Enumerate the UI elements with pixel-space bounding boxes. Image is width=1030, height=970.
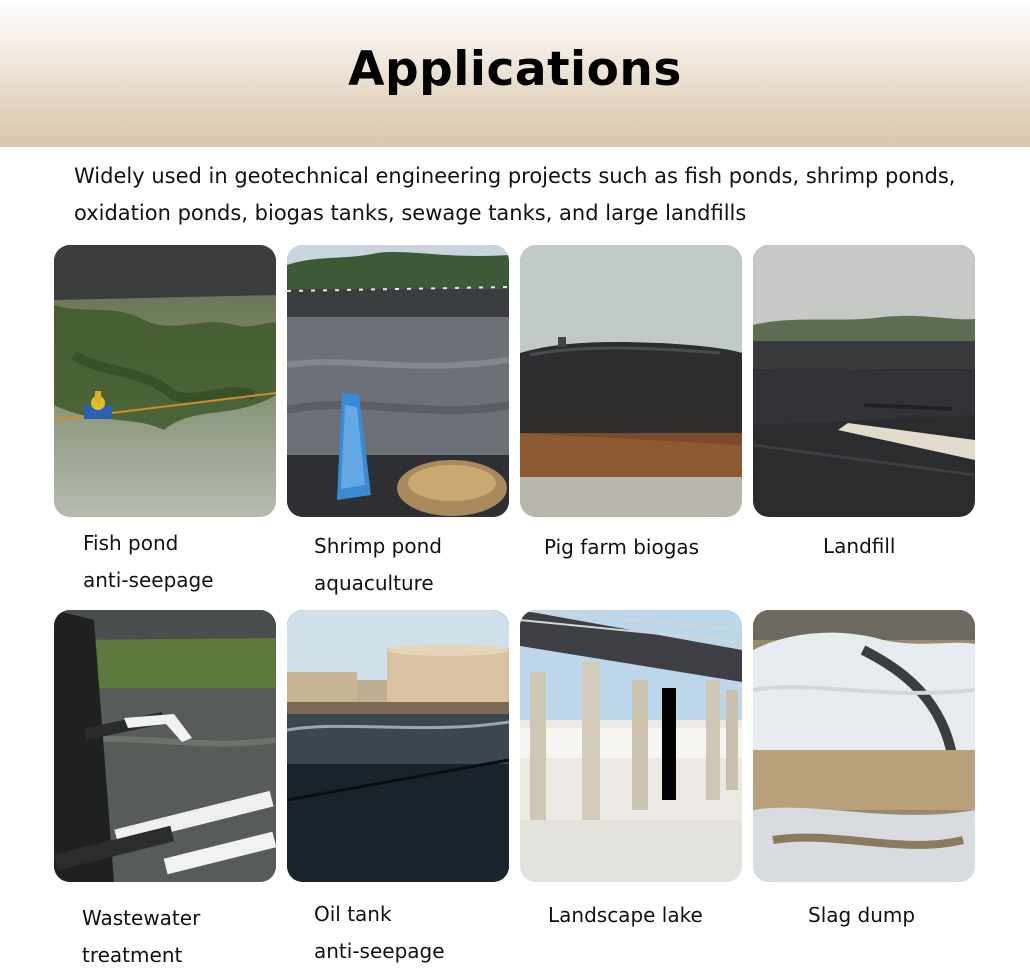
caption-slag-dump xyxy=(808,897,915,934)
caption-oil-tank xyxy=(314,896,445,970)
caption-fish-pond xyxy=(83,525,214,599)
photo-fish-pond xyxy=(54,245,276,517)
caption-pig-farm-biogas xyxy=(544,529,699,566)
caption-wastewater-treatment-line-1: Wastewater xyxy=(82,906,201,930)
landfill-image xyxy=(753,245,975,517)
header-banner xyxy=(0,0,1030,147)
page-title: Applications xyxy=(348,42,682,97)
pig-farm-biogas-image xyxy=(520,245,742,517)
caption-landscape-lake-line-1: Landscape lake xyxy=(548,903,703,927)
shrimp-pond-image xyxy=(287,245,509,517)
caption-oil-tank-line-1: Oil tank xyxy=(314,902,392,926)
photo-wastewater-treatment xyxy=(54,610,276,882)
photo-oil-tank xyxy=(287,610,509,882)
caption-wastewater-treatment xyxy=(82,900,200,970)
caption-shrimp-pond xyxy=(314,528,442,602)
photo-landscape-lake xyxy=(520,610,742,882)
caption-shrimp-pond-line-1: Shrimp pond xyxy=(314,534,442,558)
caption-landfill-line-1: Landfill xyxy=(823,534,896,558)
wastewater-treatment-image xyxy=(54,610,276,882)
fish-pond-image xyxy=(54,245,276,517)
oil-tank-image xyxy=(287,610,509,882)
caption-slag-dump-line-1: Slag dump xyxy=(808,903,916,927)
intro-text xyxy=(74,158,994,232)
caption-fish-pond-line-1: Fish pond xyxy=(83,531,179,555)
caption-oil-tank-line-2: anti-seepage xyxy=(314,939,445,963)
slag-dump-image xyxy=(753,610,975,882)
caption-shrimp-pond-line-2: aquaculture xyxy=(314,571,434,595)
caption-landfill xyxy=(823,528,895,565)
intro-line-2: oxidation ponds, biogas tanks, sewage tanks, and large landfills xyxy=(74,201,747,225)
intro-line-1: Widely used in geotechnical engineering projects such as fish ponds, shrimp ponds, xyxy=(74,164,956,188)
landscape-lake-image xyxy=(520,610,742,882)
caption-pig-farm-biogas-line-1: Pig farm biogas xyxy=(544,535,700,559)
caption-landscape-lake xyxy=(548,897,703,934)
photo-landfill xyxy=(753,245,975,517)
caption-wastewater-treatment-line-2: treatment xyxy=(82,943,183,967)
photo-pig-farm-biogas xyxy=(520,245,742,517)
caption-fish-pond-line-2: anti-seepage xyxy=(83,568,214,592)
photo-shrimp-pond xyxy=(287,245,509,517)
photo-slag-dump xyxy=(753,610,975,882)
